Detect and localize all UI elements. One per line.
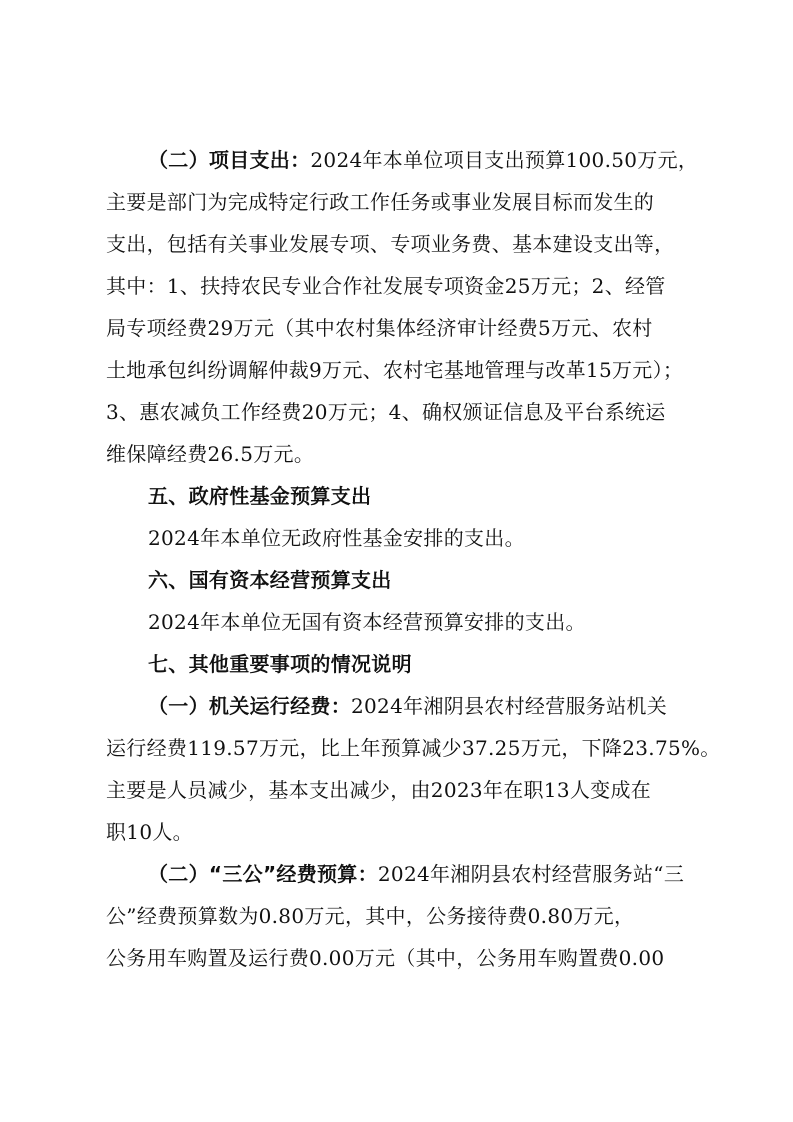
paragraph-first-line	[148, 860, 733, 888]
paragraph-line: 公务用车购置及运行费0.00万元（其中，公务用车购置费0.00	[106, 946, 665, 970]
section-heading-state-capital: 六、国有资本经营预算支出	[148, 568, 392, 592]
section-heading-other-matters: 七、其他重要事项的情况说明	[148, 652, 412, 676]
paragraph-line: 公”经费预算数为0.80万元，其中，公务接待费0.80万元，	[106, 904, 635, 928]
paragraph-first-line	[148, 692, 733, 720]
paragraph-text: 2024年本单位项目支出预算100.50万元，	[310, 148, 699, 172]
paragraph-line: 土地承包纠纷调解仲裁9万元、农村宅基地管理与改革15万元）；	[106, 358, 684, 382]
subheading-operating-costs: （一）机关运行经费：	[148, 694, 351, 718]
paragraph-line: 主要是人员减少，基本支出减少，由2023年在职13人变成在	[106, 778, 652, 802]
paragraph-text: 2024年湘阴县农村经营服务站“三	[377, 862, 685, 886]
paragraph-line: 3、惠农减负工作经费20万元；4、确权颁证信息及平台系统运	[106, 400, 666, 424]
section-heading-gov-fund: 五、政府性基金预算支出	[148, 484, 372, 508]
paragraph-first-line	[148, 146, 733, 174]
paragraph-line: 职10人。	[106, 820, 193, 844]
paragraph-line: 支出，包括有关事业发展专项、专项业务费、基本建设支出等，	[106, 232, 675, 256]
subheading-three-public: （二）“三公”经费预算：	[148, 862, 378, 886]
paragraph-line: 运行经费119.57万元，比上年预算减少37.25万元，下降23.75%。	[106, 736, 721, 760]
subheading-project-expenditure: （二）项目支出：	[148, 148, 311, 172]
paragraph-line: 局专项经费29万元（其中农村集体经济审计经费5万元、农村	[106, 316, 653, 340]
paragraph-line: 2024年本单位无政府性基金安排的支出。	[148, 526, 525, 550]
paragraph-line: 其中：1、扶持农民专业合作社发展专项资金25万元；2、经管	[106, 274, 666, 298]
paragraph-line: 2024年本单位无国有资本经营预算安排的支出。	[148, 610, 586, 634]
paragraph-line: 主要是部门为完成特定行政工作任务或事业发展目标而发生的	[106, 190, 655, 214]
paragraph-line: 维保障经费26.5万元。	[106, 442, 315, 466]
paragraph-text: 2024年湘阴县农村经营服务站机关	[351, 694, 667, 718]
